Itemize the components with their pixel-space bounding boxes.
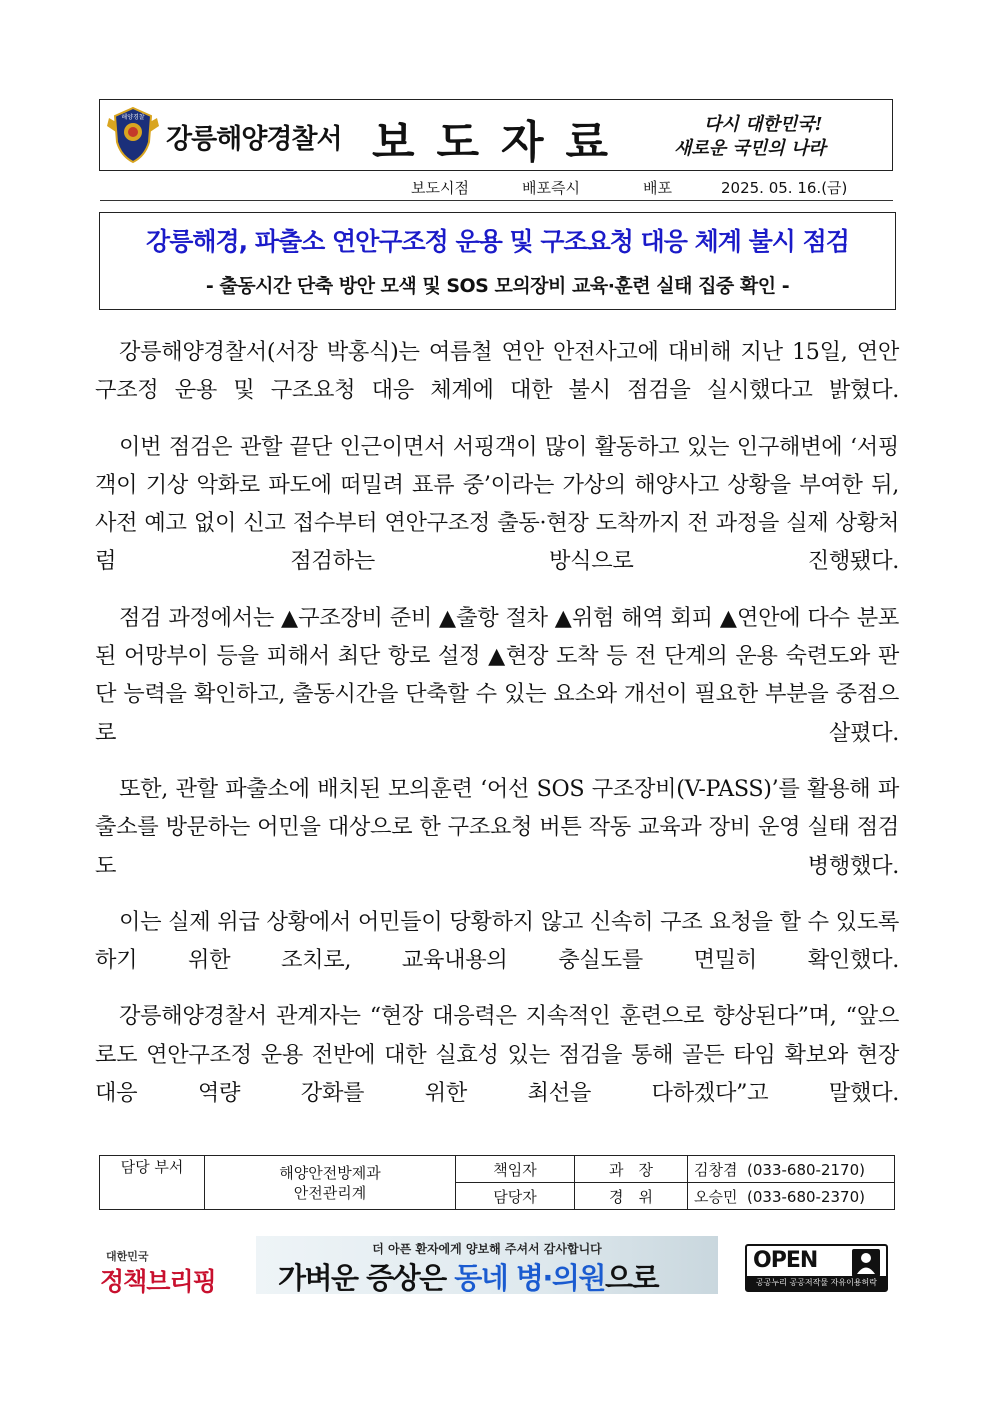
open-license-text: 공공누리 공공저작물 자유이용허락 (747, 1276, 886, 1290)
emblem-text: 해양경찰 (121, 114, 145, 121)
sub-title: - 출동시간 단축 방안 모색 및 SOS 모의장비 교육·훈련 실태 집중 확인 - (205, 275, 790, 297)
table-row (100, 1156, 895, 1183)
paragraph-5: 이는 실제 위급 상황에서 어민들이 당황하지 않고 신속히 구조 요청을 할 수 있도록 하기 위한 조치로, 교육내용의 충실도를 면밀히 확인했다. (95, 908, 899, 974)
paragraph-3: 점검 과정에서는 ▲구조장비 준비 ▲출항 절차 ▲위험 해역 회피 ▲연안에 다수 분포된 어망부이 등을 피해서 최단 항로 설정 ▲현장 도착 등 전 단계의 운용 숙련도와 판단 능력을 확인하고, 출동시간을 단축할 수 있는 요소와 개선이 필요한 부분을 중점으로 살폈다. (95, 604, 899, 746)
brand-big-text (100, 1262, 216, 1298)
attribution-person-icon (852, 1249, 880, 1277)
team-name: 안전관리계 (293, 1183, 367, 1202)
brand-name: 정책브리핑 (100, 1267, 216, 1296)
org-name: 강릉해양경찰서 (166, 124, 342, 155)
coast-guard-emblem-icon (105, 104, 161, 166)
distribution-label: 배포 (643, 179, 672, 197)
banner-text-a: 가벼운 증상은 (278, 1261, 455, 1294)
slogan-handwriting (668, 106, 890, 164)
release-date: 2025. 05. 16.(금) (721, 179, 848, 197)
role: 책임자 (456, 1156, 575, 1183)
kogl-open-badge[interactable] (745, 1244, 888, 1292)
release-info (100, 174, 893, 201)
role: 담당자 (456, 1183, 575, 1210)
person-cell (688, 1183, 895, 1210)
slogan-line2: 새로운 국민의 나라 (674, 138, 826, 159)
person-name: 오승민 (694, 1187, 738, 1206)
doc-type-title: 보도자료 (372, 117, 631, 168)
person-cell (688, 1156, 895, 1183)
dept-label: 담당 부서 (100, 1156, 205, 1210)
banner-headline (278, 1256, 658, 1294)
dept-name: 해양안전방제과 (279, 1163, 381, 1182)
main-title: 강릉해경, 파출소 연안구조정 운용 및 구조요청 대응 체계 불시 점검 (146, 227, 849, 256)
contact-table (99, 1155, 895, 1210)
rank: 경 위 (575, 1183, 688, 1210)
release-time-value: 배포즉시 (522, 179, 580, 197)
phone-number[interactable]: (033-680-2370) (747, 1187, 865, 1206)
slogan-line1: 다시 대한민국! (704, 114, 823, 135)
paragraph-4: 또한, 관할 파출소에 배치된 모의훈련 ‘어선 SOS 구조장비(V-PASS)’를 활용해 파출소를 방문하는 어민을 대상으로 한 구조요청 버튼 작동 교육과 장비 운영 실태 점검도 병행했다. (95, 775, 899, 879)
rank: 과 장 (575, 1156, 688, 1183)
banner-subtitle: 더 아픈 환자에게 양보해 주셔서 감사합니다 (372, 1242, 602, 1256)
clinic-campaign-banner[interactable] (256, 1236, 718, 1294)
policy-briefing-logo[interactable] (100, 1248, 216, 1296)
paragraph-2: 이번 점검은 관할 끝단 인근이면서 서핑객이 많이 활동하고 있는 인구해변에 ‘서핑객이 기상 악화로 파도에 떠밀려 표류 중’이라는 가상의 해양사고 상황을 부여한 뒤, 사전 예고 없이 신고 접수부터 연안구조정 출동·현장 도착까지 전 과정을 실제 상황처럼 점검하는 방식으로 진행됐다. (95, 433, 899, 575)
phone-number[interactable]: (033-680-2170) (747, 1160, 865, 1179)
paragraph-1: 강릉해양경찰서(서장 박홍식)는 여름철 연안 안전사고에 대비해 지난 15일, 연안구조정 운용 및 구조요청 대응 체계에 대한 불시 점검을 실시했다고 밝혔다. (95, 339, 899, 404)
open-word: OPEN (753, 1248, 818, 1273)
person-name: 김창겸 (694, 1160, 738, 1179)
press-header (99, 99, 893, 171)
brand-small-text: 대한민국 (106, 1250, 149, 1263)
paragraph-6: 강릉해양경찰서 관계자는 “현장 대응력은 지속적인 훈련으로 향상된다”며, “앞으로도 연안구조정 운용 전반에 대한 실효성 있는 점검을 통해 골든 타임 확보와 현장 대응 역량 강화를 위한 최선을 다하겠다”고 말했다. (95, 1003, 899, 1107)
banner-text-c: 으로 (604, 1261, 658, 1294)
release-time-label: 보도시점 (411, 179, 469, 197)
title-box (99, 212, 896, 310)
banner-text-b: 동네 병·의원 (454, 1261, 605, 1294)
article-body (95, 333, 899, 1130)
dept-cell (205, 1156, 456, 1210)
